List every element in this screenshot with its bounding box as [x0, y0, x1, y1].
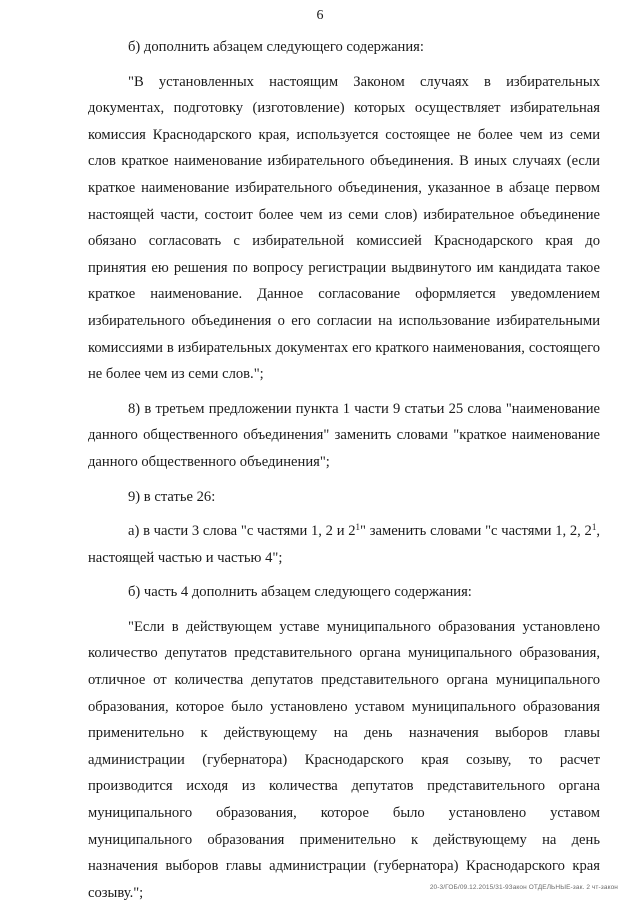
document-body — [88, 34, 600, 906]
item-9a-text-middle: " заменить словами "с частями 1, 2, 2 — [360, 523, 592, 540]
superscript-one: 1 — [355, 522, 361, 533]
paragraph-item-8: 8) в третьем предложении пункта 1 части 9 статьи 25 слова "наименование данного общественного объединения" заменить словами "краткое наименование данного общественного объединения"; — [88, 400, 600, 470]
quoted-paragraph-deputies-count: "Если в действующем уставе муниципального образования установлено количество депутатов представительного органа муниципального образования, отличное от количества депутатов представительного органа муниципального образования, которое было установлено уставом муниципального образования применительно к действующему на день назначения выборов главы администрации (губернатора) Краснодарского края созыву, то расчет производится исходя из количества депутатов представительного органа муниципального образования, которое было установлено уставом муниципального образования применительно к действующему на день назначения выборов главы администрации (губернатора) Краснодарского края созыву."; — [88, 618, 600, 901]
footer-document-code: 20-3/ГОБ/09.12.2015/31-9Закон ОТДЕЛЬНЫЕ-зак. 2 чт-закон — [429, 884, 618, 891]
paragraph-item-9a — [88, 518, 600, 571]
paragraph-item-9: 9) в статье 26: — [128, 488, 216, 505]
quoted-paragraph-short-name: "В установленных настоящим Законом случаях в избирательных документах, подготовку (изготовление) которых осуществляет избирательная комиссия Краснодарского края, используется состоящее не более чем из семи слов краткое наименование избирательного объединения. В иных случаях (если краткое наименование избирательного объединения, указанное в абзаце первом настоящей части, состоит более чем из семи слов) избирательное объединение обязано согласовать с избирательной комиссией Краснодарского края до принятия ею решения по вопросу регистрации выдвинутого им кандидата такое краткое наименование. Данное согласование оформляется уведомлением избирательного объединения о его согласии на использование избирательными комиссиями в избирательных документах его краткого наименования, состоящего не более чем из семи слов."; — [88, 73, 600, 383]
paragraph-item-9b: б) часть 4 дополнить абзацем следующего содержания: — [128, 584, 472, 601]
superscript-one: 1 — [591, 522, 597, 533]
page-number: 6 — [316, 8, 324, 23]
item-9a-text-after: , настоящей частью и частью 4"; — [88, 523, 600, 566]
item-9a-text-before: а) в части 3 слова "с частями 1, 2 и 2 — [128, 523, 356, 540]
paragraph-b-intro: б) дополнить абзацем следующего содержания: — [128, 39, 424, 55]
